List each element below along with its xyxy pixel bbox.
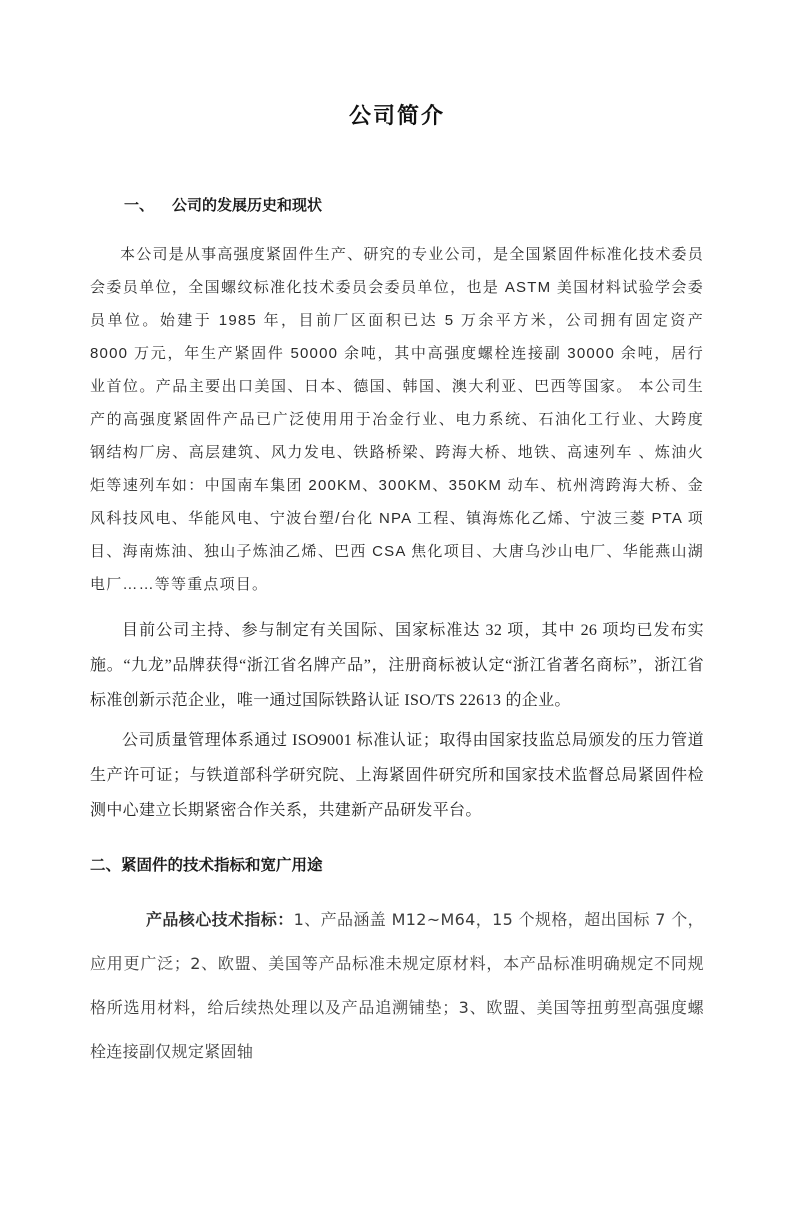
section-2-heading — [90, 856, 704, 876]
section-1-number: 一、 — [124, 197, 155, 214]
section-2-number: 二、 — [90, 857, 122, 874]
paragraph-company-history: 本公司是从事高强度紧固件生产、研究的专业公司，是全国紧固件标准化技术委员会委员单位，全国螺纹标准化技术委员会委员单位，也是 ASTM 美国材料试验学会委员单位。始建于 1985 年，目前厂区面积已达 5 万余平方米，公司拥有固定资产 8000 万元，年生产紧固件 50000 余吨，其中高强度螺栓连接副 30000 余吨，居行业首位。产品主要出口美国、日本、德国、韩国、澳大利亚、巴西等国家。 本公司生产的高强度紧固件产品已广泛使用用于冶金行业、电力系统、石油化工行业、大跨度钢结构厂房、高层建筑、风力发电、铁路桥梁、跨海大桥、地铁、高速列车 、炼油火炬等速列车如：中国南车集团 200KM、300KM、350KM 动车、杭州湾跨海大桥、金风科技风电、华能风电、宁波台塑/台化 NPA 工程、镇海炼化乙烯、宁波三菱 PTA 项目、海南炼油、独山子炼油乙烯、巴西 CSA 焦化项目、大唐乌沙山电厂、华能燕山湖电厂……等等重点项目。 — [90, 246, 704, 593]
paragraph-standards-brand: 目前公司主持、参与制定有关国际、国家标准达 32 项，其中 26 项均已发布实施。“九龙”品牌获得“浙江省名牌产品”，注册商标被认定“浙江省著名商标”，浙江省标准创新示范企业，唯一通过国际铁路认证 ISO/TS 22613 的企业。 — [90, 622, 704, 709]
document-page — [0, 101, 794, 1224]
tech-specs-text: 1、产品涵盖 M12~M64，15 个规格，超出国标 7 个，应用更广泛；2、欧盟、美国等产品标准未规定原材料，本产品标准明确规定不同规格所选用材料，给后续热处理以及产品追溯铺垫；3、欧盟、美国等扭剪型高强度螺栓连接副仅规定紧固轴 — [90, 910, 704, 1061]
section-2-title: 紧固件的技术指标和宽广用途 — [121, 857, 323, 874]
section-1-title: 公司的发展历史和现状 — [172, 197, 323, 214]
paragraph-quality-certification: 公司质量管理体系通过 ISO9001 标准认证；取得由国家技监总局颁发的压力管道生产许可证；与铁道部科学研究院、上海紧固件研究所和国家技术监督总局紧固件检测中心建立长期紧密合作关系，共建新产品研发平台。 — [90, 732, 704, 819]
document-title: 公司简介 — [348, 103, 445, 128]
section-1-heading — [90, 196, 704, 215]
tech-specs-label: 产品核心技术指标： — [146, 910, 294, 929]
paragraph-tech-specs — [90, 898, 704, 1074]
